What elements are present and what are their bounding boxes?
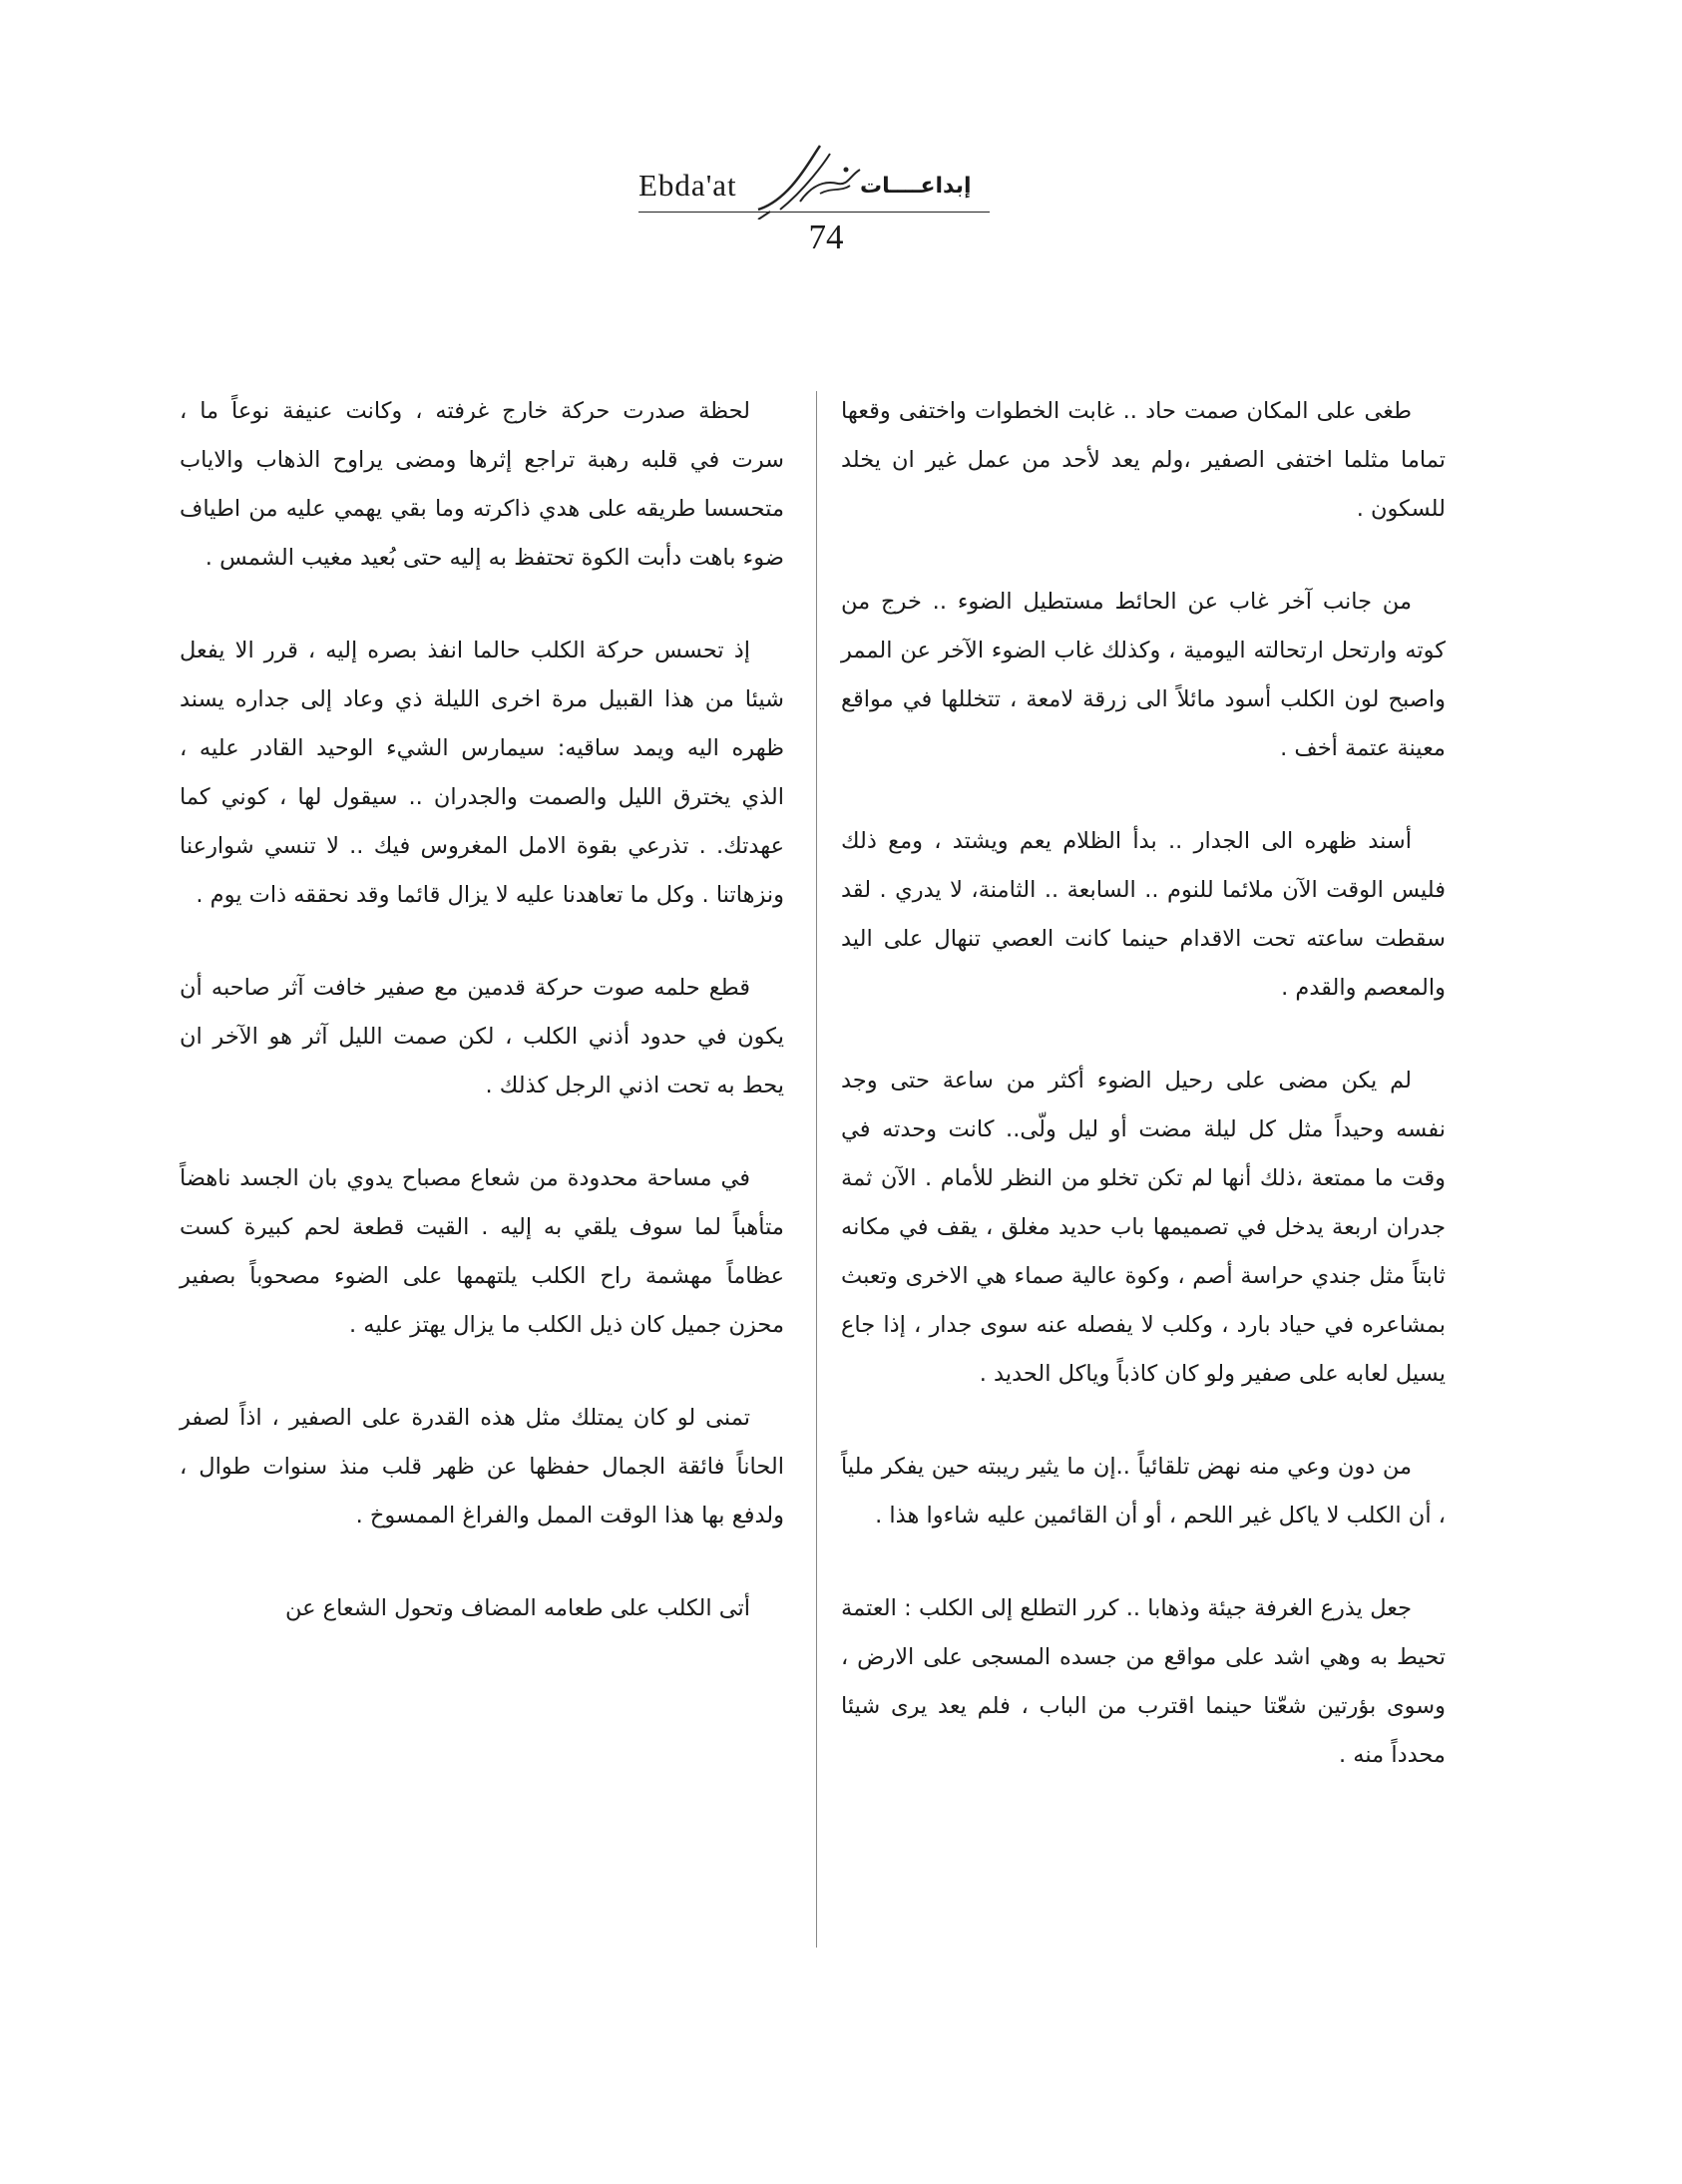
paragraph: أتى الكلب على طعامه المضاف وتحول الشعاع عن <box>284 1595 750 1621</box>
paragraph: جعل يذرع الغرفة جيئة وذهابا .. كرر التطلع إلى الكلب : العتمة تحيط به وهي اشد على مواقع من جسده المسجى على الارض ، وسوى بؤرتين شعّتا حينما اقترب من الباب ، فلم يعد يرى شيئا محدداً منه . <box>841 1595 1446 1768</box>
paragraph: طغى على المكان صمت حاد .. غابت الخطوات واختفى وقعها تماما مثلما اختفى الصفير ،ولم يعد لأحد من عمل غير ان يخلد للسكون . <box>841 398 1446 522</box>
paragraph: لحظة صدرت حركة خارج غرفته ، وكانت عنيفة نوعاً ما ، سرت في قلبه رهبة تراجع إثرها ومضى يراوح الذهاب والاياب متحسسا طريقه على هدي ذاكرته وما بقي يهمي عليه من اطياف ضوء باهت دأبت الكوة تحتفظ به إليه حتى بُعيد مغيب الشمس . <box>180 398 784 571</box>
paragraph: قطع حلمه صوت حركة قدمين مع صفير خافت آثر صاحبه أن يكون في حدود أذني الكلب ، لكن صمت الليل آثر هو الآخر ان يحط به تحت اذني الرجل كذلك . <box>180 975 784 1098</box>
arabic-title: إبداعــــات <box>860 174 972 199</box>
paragraph: في مساحة محدودة من شعاع مصباح يدوي بان الجسد ناهضاً متأهباً لما سوف يلقي به إليه . القيت قطعة لحم كبيرة كست عظاماً مهشمة راح الكلب يلتهمها على الضوء مصحوباً بصفير محزن جميل كان ذيل الكلب ما يزال يهتز عليه . <box>180 1165 784 1338</box>
paragraph: لم يكن مضى على رحيل الضوء أكثر من ساعة حتى وجد نفسه وحيداً مثل كل ليلة مضت أو ليل ولّى.. كانت وحدته في وقت ما ممتعة ،ذلك أنها لم تكن تخلو من النظر للأمام . الآن ثمة جدران اربعة يدخل في تصميمها باب حديد مغلق ، يقف في مكانه ثابتاً مثل جندي حراسة أصم ، وكوة عالية صماء هي الاخرى وتعبث بمشاعره في حياد بارد ، وكلب لا يفصله عنه سوى جدار ، إذا جاع يسيل لعابه على صفير ولو كان كاذباً وياكل الحديد . <box>841 1068 1446 1387</box>
paragraph: أسند ظهره الى الجدار .. بدأ الظلام يعم ويشتد ، ومع ذلك فليس الوقت الآن ملائما للنوم .. السابعة .. الثامنة، لا يدري . لقد سقطت ساعته تحت الاقدام حينما كانت العصي تنهال على اليد والمعصم والقدم . <box>841 828 1446 1001</box>
left-column <box>180 387 784 1677</box>
right-column <box>841 387 1446 1824</box>
paragraph: تمنى لو كان يمتلك مثل هذه القدرة على الصفير ، اذاً لصفر الحاناً فائقة الجمال حفظها عن ظهر قلب منذ سنوات طوال ، ولدفع بها هذا الوقت الممل والفراغ الممسوخ . <box>180 1405 784 1529</box>
header-rule <box>638 212 990 213</box>
paragraph: من جانب آخر غاب عن الحائط مستطيل الضوء .. خرج من كوته وارتحل ارتحالته اليومية ، وكذلك غاب الضوء الآخر عن الممر واصبح لون الكلب أسود مائلاً الى زرقة لامعة ، تتخللها في مواقع معينة عتمة أخف . <box>841 589 1446 761</box>
page-header <box>638 140 1197 259</box>
paragraph: من دون وعي منه نهض تلقائياً ..إن ما يثير ريبته حين يفكر ملياً ، أن الكلب لا ياكل غير اللحم ، أو أن القائمين عليه شاءوا هذا . <box>841 1454 1446 1529</box>
column-divider <box>816 391 817 1948</box>
latin-title: Ebda'at <box>638 168 737 203</box>
page-number: 74 <box>808 218 844 256</box>
paragraph: إذ تحسس حركة الكلب حالما انفذ بصره إليه ، قرر الا يفعل شيئا من هذا القبيل مرة اخرى الليلة ذي وعاد إلى جداره يسند ظهره اليه ويمد ساقيه: سيمارس الشيء الوحيد القادر عليه ، الذي يخترق الليل والصمت والجدران .. سيقول لها ، كوني كما عهدتك. . تذرعي بقوة الامل المغروس فيك .. لا تنسي شوارعنا ونزهاتنا . وكل ما تعاهدنا عليه لا يزال قائما وقد نحققه ذات يوم . <box>180 638 784 908</box>
